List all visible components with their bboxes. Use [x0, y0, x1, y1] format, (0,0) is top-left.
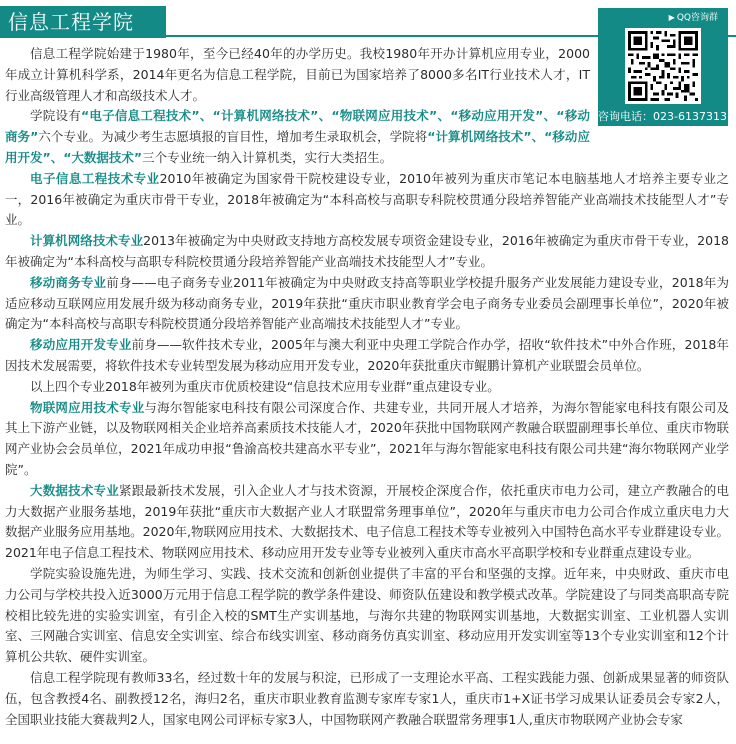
major-name-network: 计算机网络技术专业 [30, 233, 144, 249]
facilities-paragraph: 学院实验设施先进，为师生学习、实践、技术交流和创新创业提供了丰富的平台和坚强的支撑。近年来，中央财政、重庆市电力公司与学校共投入近3000万元用于信息工程学院的教学条件建设、师资队伍建设和教学模式改革。学院建设了与同类高职高专院校相比较先进的实验实训室，有引企入校的SMT生产实训基地，与海尔共建的物联网实训基地，大数据实训室、工业机器人实训室、三网融合实训室、信息安全实训室、综合布线实训室、移动商务仿真实训室、移动应用开发实训室等13个专业实训室和12个计算机公共软、硬件实训室。 [5, 565, 729, 665]
major-desc-network: 2013年被确定为中央财政支持地方高校发展专项资金建设专业，2016年被确定为重庆市骨干专业，2018年被确定为“本科高校与高职专科院校贯通分段培养智能产业高端技术技能型人才”专业。 [5, 233, 729, 269]
qq-group-label[interactable] [669, 12, 718, 24]
majors-highlight-list: “电子信息工程技术”、“计算机网络技术”、“物联网应用技术”、“移动应用开发”、“移动商务” [5, 108, 590, 145]
iot-paragraph [5, 398, 729, 481]
major-name-mobile-commerce: 移动商务专业 [30, 274, 107, 290]
major-name-iot: 物联网应用技术专业 [30, 399, 145, 415]
major-desc-electronic: 2010年被确定为国家骨干院校建设专业，2010年被列为重庆市笔记本电脑基地人才培养主要专业之一，2016年被确定为重庆市骨干专业，2018年被确定为“本科高校与高职专科院校贯通分段培养智能产业高端技术技能型人才”专业。 [5, 170, 729, 228]
intro-paragraph: 信息工程学院始建于1980年，至今已经40年的办学历史。我校1980年开办计算机应用专业，2000年成立计算机科学系，2014年更名为信息工程学院，目前已为国家培养了8000多名IT行业技术人才，IT行业高级管理人才和高级技术人才。 [5, 46, 590, 103]
consult-phone: 咨询电话：023-61373131 [598, 110, 734, 123]
section-title: 信息工程学院 [0, 6, 166, 38]
majors-paragraph [5, 106, 590, 168]
majors-text-3: 三个专业统一纳入计算机类，实行大类招生。 [142, 149, 393, 165]
major-name-electronic: 电子信息工程技术专业 [30, 170, 160, 186]
major-name-big-data: 大数据技术专业 [30, 482, 119, 498]
article-body [5, 44, 734, 744]
big-data-paragraph [5, 481, 729, 564]
qq-group-text: QQ咨询群 [676, 13, 718, 23]
majors-text-1: 学院设有 [30, 108, 81, 124]
majors-highlight-computer-class: “计算机网络技术”、“移动应用开发”、“大数据技术” [5, 129, 590, 165]
mobile-dev-paragraph [5, 335, 729, 377]
play-arrow-icon: ▶ [668, 13, 675, 22]
electronic-info-paragraph [5, 169, 729, 231]
faculty-paragraph: 信息工程学院现有教师33名，经过数十年的发展与积淀，已形成了一支理论水平高、工程实践能力强、创新成果显著的师资队伍，包含教授4名、副教授12名，海归2名，重庆市职业教育监测专家库专家1人，重庆市1+X证书学习成果认证委员会专家2人，全国职业技能大赛裁判2人，国家电网公司评标专家3人，中国物联网产教融合联盟常务理事1人,重庆市物联网产业协会专家 [5, 669, 729, 727]
majors-text-2: 六个专业。为减少考生志愿填报的盲目性，增加考生录取机会，学院将 [38, 129, 428, 145]
major-name-mobile-dev: 移动应用开发专业 [30, 337, 132, 353]
quality-school-paragraph: 以上四个专业2018年被列为重庆市优质校建设“信息技术应用专业群”重点建设专业。 [30, 378, 500, 394]
major-desc-big-data: 紧跟最新技术发展，引入企业人才与技术资源，开展校企深度合作，依托重庆市电力公司，建立产教融合的电力大数据产业服务基地，2019年获批“重庆市大数据产业人才联盟常务理事单位”，2020年与重庆市电力公司合作成立重庆电力大数据产业服务应用基地。2020年,物联网应用技术、大数据技术、电子信息工程技术等专业被列入中国特色高水平专业群建设专业。2021年电子信息工程技术、物联网应用技术、移动应用开发专业等专业被列入重庆市高水平高职学校和专业群重点建设专业。 [5, 482, 729, 561]
major-desc-mobile-dev: 前身——软件技术专业，2005年与澳大利亚中央理工学院合作办学，招收“软件技术”中外合作班，2018年因技术发展需要，将软件技术专业转型发展为移动应用开发专业，2020年获批重庆市鲲鹏计算机产业联盟会员单位。 [5, 337, 729, 373]
major-desc-mobile-commerce: 前身——电子商务专业2011年被确定为中央财政支持高等职业学校提升服务产业发展能力建设专业，2018年为适应移动互联网应用发展升级为移动商务专业，2019年获批“重庆市职业教育学会电子商务专业委员会副理事长单位”，2020年被确定为“本科高校与高职专科院校贯通分段培养智能产业高端技术技能型人才”专业。 [5, 274, 729, 332]
network-paragraph [5, 231, 729, 273]
major-desc-iot: 与海尔智能家电科技有限公司深度合作、共建专业，共同开展人才培养，为海尔智能家电科技有限公司及其上下游产业链，以及物联网相关企业培养高素质技术技能人才，2020年获批中国物联网产教融合联盟副理事长单位、重庆市物联网产业协会会员单位，2021年成功申报“鲁渝高校共建高水平专业”，2021年与海尔智能家电科技有限公司共建“海尔物联网产业学院”。 [5, 399, 729, 477]
mobile-commerce-paragraph [5, 273, 729, 335]
